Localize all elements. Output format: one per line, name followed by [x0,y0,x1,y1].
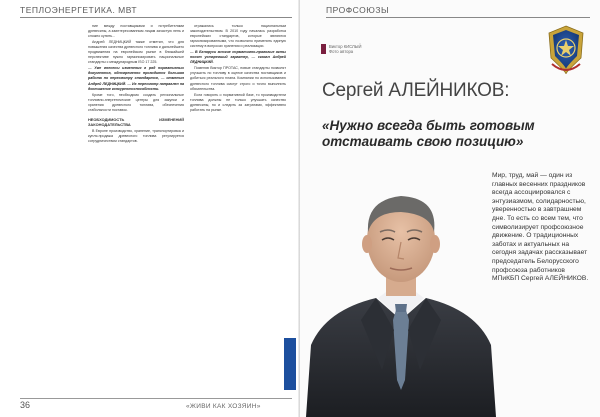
photo-credit-role: Фото автора [329,49,354,54]
col1-para-2: Андрей ЛЕДНИЦКИЙ также отметил, что для повышения качества древесного топлива и дальнейшего продвижения на европейском рынке в ближайшей перспективе нужно гармонизировать национальные стандарты с международным ISO 17 225. [88,40,184,65]
col1-para-3: Кроме того, необходимо создать региональные топливно-энергетические центры для закупки и хранения древесного топлива, обеспечения стабильности поставок. [88,92,184,112]
col2-para-3: Если говорить о нормативной базе, то производители топлива должны не только улучшать качество древесины, но и следить за затратами, эффективно работать на рынке. [190,92,286,112]
photo-credit-name: Виктор КИСЛЫЙ [329,44,362,49]
article-subtitle: «Нужно всегда быть готовым отстаивать свою позицию» [322,118,535,149]
trade-union-emblem-icon [546,24,586,76]
col1-quote: — Уже внесены изменения в ряд нормативных документов, одновременно проводится большая работа по пересмотру стандартов, — отметил Андрей ЛЕДНИЦКИЙ. — Их пересмотр направлен на достижение конкурентоспособности. [88,66,184,91]
col2-quote: — В Беларуси многие нормативно-правовые акты носят устаревший характер, — сказал Андрей ЛЕДНИЦКИЙ. [190,50,286,65]
portrait-photo-icon [306,170,496,417]
left-running-head: ТЕПЛОЭНЕРГЕТИКА. МВТ [20,5,138,15]
page-number: 36 [20,400,31,410]
col1-subhead: НЕОБХОДИМОСТЬ ИЗМЕНЕНИЙ ЗАКОНОДАТЕЛЬСТВА [88,116,184,127]
footer-magazine-title: «ЖИВИ КАК ХОЗЯИН» [186,403,261,410]
credit-marker [321,44,326,54]
accent-strip [284,338,296,390]
left-footer-rule [20,398,292,399]
col2-para-1: отражались только национальным законодательством. В 2010 году началась разработка европейских стандартов, которые являются гармонизированными, что позволило применить единую систему в вопросах хранения и реализации. [190,24,286,49]
col2-para-2: Поменяв Виктор ПРОТАС, новые стандарты позволят улучшить по топливу в оценке качества поставщиков и добиться реального плана. Компании по использованию древесного топлива смогут строго и точно выполнить обязательства. [190,66,286,91]
left-head-rule [20,17,292,18]
right-running-head: ПРОФСОЮЗЫ [326,5,389,15]
article-column-2 [190,24,286,394]
photo-credit [329,44,362,54]
col1-para-4: В Европе производство, хранение, транспортировка и купля-продажа древесного топлива регулируется сотрудничеством стандартов. [88,128,184,143]
col1-para-1: ние между поставщиками и потребителями древесины, а заинтересованным лицам зачастую лень и сложно купить... [88,24,184,39]
article-title: Сергей АЛЕЙНИКОВ: [322,80,510,101]
right-head-rule [326,17,590,18]
article-lead: Мир, труд, май — один из главных весенних праздников всегда ассоциировался с энтузиазмом, солидарностью, уверенностью в завтрашнем дне. То есть со всем тем, что символизирует профсоюзное движение. О традиционных заботах и актуальных на сегодня задачах рассказывает председатель Белорусского профсоюза работников МПиКБП Сергей АЛЕЙНИКОВ. [492,172,589,283]
article-column-1 [88,24,184,394]
